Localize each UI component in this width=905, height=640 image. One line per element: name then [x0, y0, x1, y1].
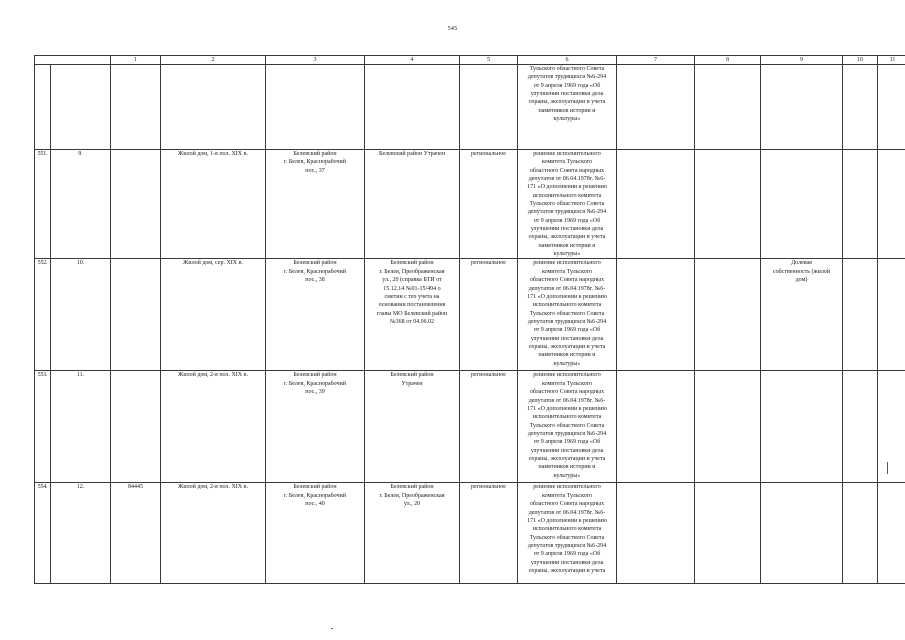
item-number-cell: 10.	[51, 259, 111, 371]
scan-speck	[331, 628, 333, 629]
column-7-cell	[617, 371, 695, 483]
code-cell	[111, 259, 161, 371]
header-cell: 10	[843, 56, 878, 65]
object-name-cell: Жилой дом, 2-я пол. XIX в.	[161, 483, 266, 584]
location-cell	[266, 65, 365, 150]
header-cell: 11	[878, 56, 905, 65]
ownership-cell: Долевая собственность (жилой дом)	[761, 259, 843, 371]
header-cell: 7	[617, 56, 695, 65]
item-number-cell: 9.	[51, 150, 111, 259]
header-cell: 1	[111, 56, 161, 65]
code-cell	[111, 65, 161, 150]
table-row	[35, 150, 905, 259]
location-cell: Белевский район г. Белев, Краснорабочий пос., 38	[266, 259, 365, 371]
column-11-cell	[878, 483, 905, 584]
document-address-cell: Белевский район г. Белев, Преображенская ул., 20 (справка БТИ от 15.12.14 №01-15/494 о сметии с тех учета на основании постановления главы МО Белевский район №368 от 04.06.02	[365, 259, 460, 371]
item-number-cell: 12.	[51, 483, 111, 584]
ownership-cell	[761, 150, 843, 259]
column-10-cell	[843, 65, 878, 150]
column-10-cell	[843, 259, 878, 371]
column-7-cell	[617, 259, 695, 371]
ownership-cell	[761, 65, 843, 150]
registry-number-cell: 554.	[35, 483, 51, 584]
header-cell: 4	[365, 56, 460, 65]
decision-cell: решение исполнительного комитета Тульского областного Совета народных депутатов от 06.04.1978г. №6- 171 «О дополнении к решению исполнительного комитета Тульского областного Совета депутатов трудящихся №6-294 от 9 апреля 1969 года «Об улучшении постановки дела охраны, эксплуатации и учета памятников истории и культуры»	[518, 371, 617, 483]
registry-number-cell: 551.	[35, 150, 51, 259]
column-7-cell	[617, 483, 695, 584]
column-10-cell	[843, 371, 878, 483]
page-number: 545	[447, 26, 458, 32]
item-number-cell	[51, 65, 111, 150]
column-7-cell	[617, 65, 695, 150]
category-cell: региональное	[460, 259, 518, 371]
category-cell: региональное	[460, 483, 518, 584]
column-8-cell	[695, 65, 761, 150]
code-cell: 84445	[111, 483, 161, 584]
document-address-cell: Белевский район Утрачен	[365, 371, 460, 483]
margin-mark	[887, 462, 888, 474]
column-11-cell	[878, 150, 905, 259]
column-8-cell	[695, 483, 761, 584]
decision-cell: Тульского областного Совета депутатов трудящихся №6-294 от 9 апреля 1969 года «Об улучшении постановки дела охраны, эксплуатации и учета памятников истории и культуры»	[518, 65, 617, 150]
header-cell: 8	[695, 56, 761, 65]
registry-number-cell	[35, 65, 51, 150]
object-name-cell: Жилой дом, 2-я пол. XIX в.	[161, 371, 266, 483]
column-11-cell	[878, 259, 905, 371]
location-cell: Белевский район г. Белев, Краснорабочий пос., 37	[266, 150, 365, 259]
category-cell: региональное	[460, 150, 518, 259]
registry-number-cell: 552.	[35, 259, 51, 371]
location-cell: Белевский район г. Белев, Краснорабочий пос., 40	[266, 483, 365, 584]
object-name-cell: Жилой дом, сер. XIX в.	[161, 259, 266, 371]
document-address-cell	[365, 65, 460, 150]
column-8-cell	[695, 150, 761, 259]
header-cell: 9	[761, 56, 843, 65]
code-cell	[111, 150, 161, 259]
registry-number-cell: 553.	[35, 371, 51, 483]
category-cell: региональное	[460, 371, 518, 483]
column-7-cell	[617, 150, 695, 259]
column-11-cell	[878, 371, 905, 483]
table-row	[35, 259, 905, 371]
header-cell: 6	[518, 56, 617, 65]
column-10-cell	[843, 483, 878, 584]
object-name-cell: Жилой дом, 1-я пол. XIX в.	[161, 150, 266, 259]
decision-cell: решение исполнительного комитета Тульского областного Совета народных депутатов от 06.04.1978г. №6- 171 «О дополнении к решению исполнительного комитета Тульского областного Совета депутатов трудящихся №6-294 от 9 апреля 1969 года «Об улучшении постановки дела охраны, эксплуатации и учета памятников истории и культуры»	[518, 259, 617, 371]
column-11-cell	[878, 65, 905, 150]
table-row	[35, 371, 905, 483]
object-name-cell	[161, 65, 266, 150]
header-cell	[35, 56, 111, 65]
location-cell: Белевский район г. Белев, Краснорабочий пос., 39	[266, 371, 365, 483]
column-number-row	[35, 56, 905, 65]
header-cell: 3	[266, 56, 365, 65]
table-row	[35, 483, 905, 584]
header-cell: 2	[161, 56, 266, 65]
heritage-register-table	[34, 55, 905, 584]
column-8-cell	[695, 259, 761, 371]
code-cell	[111, 371, 161, 483]
ownership-cell	[761, 371, 843, 483]
decision-cell: решение исполнительного комитета Тульского областного Совета народных депутатов от 06.04.1978г. №6- 171 «О дополнении к решению исполнительного комитета Тульского областного Совета депутатов трудящихся №6-294 от 9 апреля 1969 года «Об улучшении постановки дела охраны, эксплуатации и учета памятников истории и культуры»	[518, 150, 617, 259]
category-cell	[460, 65, 518, 150]
document-address-cell: Белевский район г. Белев, Преображенская ул., 20	[365, 483, 460, 584]
column-8-cell	[695, 371, 761, 483]
item-number-cell: 11.	[51, 371, 111, 483]
ownership-cell	[761, 483, 843, 584]
header-cell: 5	[460, 56, 518, 65]
decision-cell: решение исполнительного комитета Тульского областного Совета народных депутатов от 06.04.1978г. №6- 171 «О дополнении к решению исполнительного комитета Тульского областного Совета депутатов трудящихся №6-294 от 9 апреля 1969 года «Об улучшении постановки дела охраны, эксплуатации и учета	[518, 483, 617, 584]
column-10-cell	[843, 150, 878, 259]
table-row	[35, 65, 905, 150]
document-address-cell: Белевский район Утрачен	[365, 150, 460, 259]
